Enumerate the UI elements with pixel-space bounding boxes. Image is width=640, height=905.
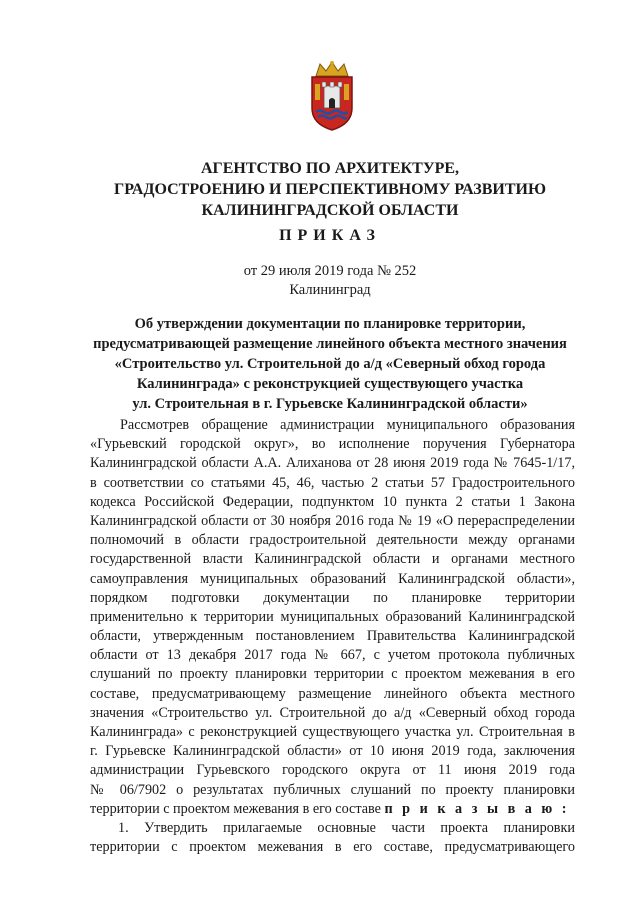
- body-line-14: слушаний по проекту планировки территории с проектом межевания в его: [90, 666, 575, 683]
- body-line-16: значения «Строительство ул. Строительной до а/д «Северный обход города: [90, 704, 575, 721]
- order-title: ПРИКАЗ: [279, 227, 381, 244]
- subject-line-4: Калининграда» с реконструкцией существующего участка: [136, 376, 524, 392]
- agency-name: [60, 158, 600, 221]
- body-line-15: составе, предусматривающему размещение линейного объекта местного: [90, 685, 575, 702]
- agency-line-2: ГРАДОСТРОЕНИЮ И ПЕРСПЕКТИВНОМУ РАЗВИТИЮ: [114, 181, 546, 198]
- subject-line-3: «Строительство ул. Строительной до а/д «Северный обход города: [114, 356, 546, 372]
- subject-line-2: предусматривающей размещение линейного объекта местного значения: [93, 336, 567, 352]
- body-line-23: территории с проектом межевания в его составе, предусматривающего: [90, 839, 575, 856]
- body-line-20: № 06/7902 о результатах публичных слушаний по проекту планировки: [90, 781, 575, 798]
- kaliningrad-coat-of-arms-icon: [302, 60, 362, 132]
- body-line-4: в соответствии со статьями 45, 46, частью 2 статьи 57 Градостроительного: [90, 474, 575, 491]
- order-body: [90, 416, 575, 857]
- body-line-2: «Гурьевский городской округ», во исполнение поручения Губернатора: [90, 436, 575, 453]
- body-line-18: г. Гурьевске Калининградской области» от 10 июня 2019 года, заключения: [90, 743, 575, 760]
- body-line-13: области от 13 декабря 2017 года № 667, с учетом протокола публичных: [90, 647, 575, 664]
- order-date-number: от 29 июля 2019 года № 252: [243, 263, 417, 279]
- body-line-12: области, утвержденным постановлением Правительства Калининградской: [90, 628, 575, 645]
- subject-line-1: Об утверждении документации по планировке территории,: [134, 316, 526, 332]
- body-line-22: 1. Утвердить прилагаемые основные части проекта планировки: [118, 819, 575, 836]
- body-line-3: Калининградской области А.А. Алиханова от 28 июня 2019 года № 7645-1/17,: [90, 455, 575, 472]
- body-line-9: самоуправления муниципальных образований Калининградской области»,: [90, 570, 575, 587]
- order-word: п р и к а з ы в а ю :: [384, 800, 570, 817]
- body-line-6: Калининградской области от 30 ноября 2016 года № 19 «О перераспределении: [90, 512, 575, 529]
- body-line-1: Рассмотрев обращение администрации муниципального образования: [120, 417, 575, 433]
- order-meta: [60, 262, 600, 300]
- subject-line-5: ул. Строительная в г. Гурьевске Калининградской области»: [132, 396, 528, 412]
- agency-line-1: АГЕНТСТВО ПО АРХИТЕКТУРЕ,: [200, 160, 460, 177]
- body-line-8: государственной власти Калининградской области и органами местного: [90, 551, 575, 568]
- body-line-5: кодекса Российской Федерации, подпунктом 10 пункта 2 статьи 1 Закона: [90, 493, 575, 510]
- body-line-10: порядком подготовки документации по планировке территории: [90, 589, 575, 606]
- body-line-21: [90, 800, 575, 819]
- order-subject: [60, 314, 600, 414]
- body-line-19: администрации Гурьевского городского округа от 11 июня 2019 года: [90, 762, 575, 779]
- body-line-7: полномочий в области градостроительной деятельности между органами: [90, 532, 575, 549]
- body-line-21-text: территории с проектом межевания в его составе: [90, 800, 381, 817]
- body-line-17: Калининграда» с реконструкцией существующего участка ул. Строительная в: [90, 724, 575, 740]
- order-city: Калининград: [289, 282, 371, 298]
- body-line-11: применительно к территории муниципальных образований Калининградской: [90, 608, 575, 625]
- agency-line-3: КАЛИНИНГРАДСКОЙ ОБЛАСТИ: [201, 202, 459, 219]
